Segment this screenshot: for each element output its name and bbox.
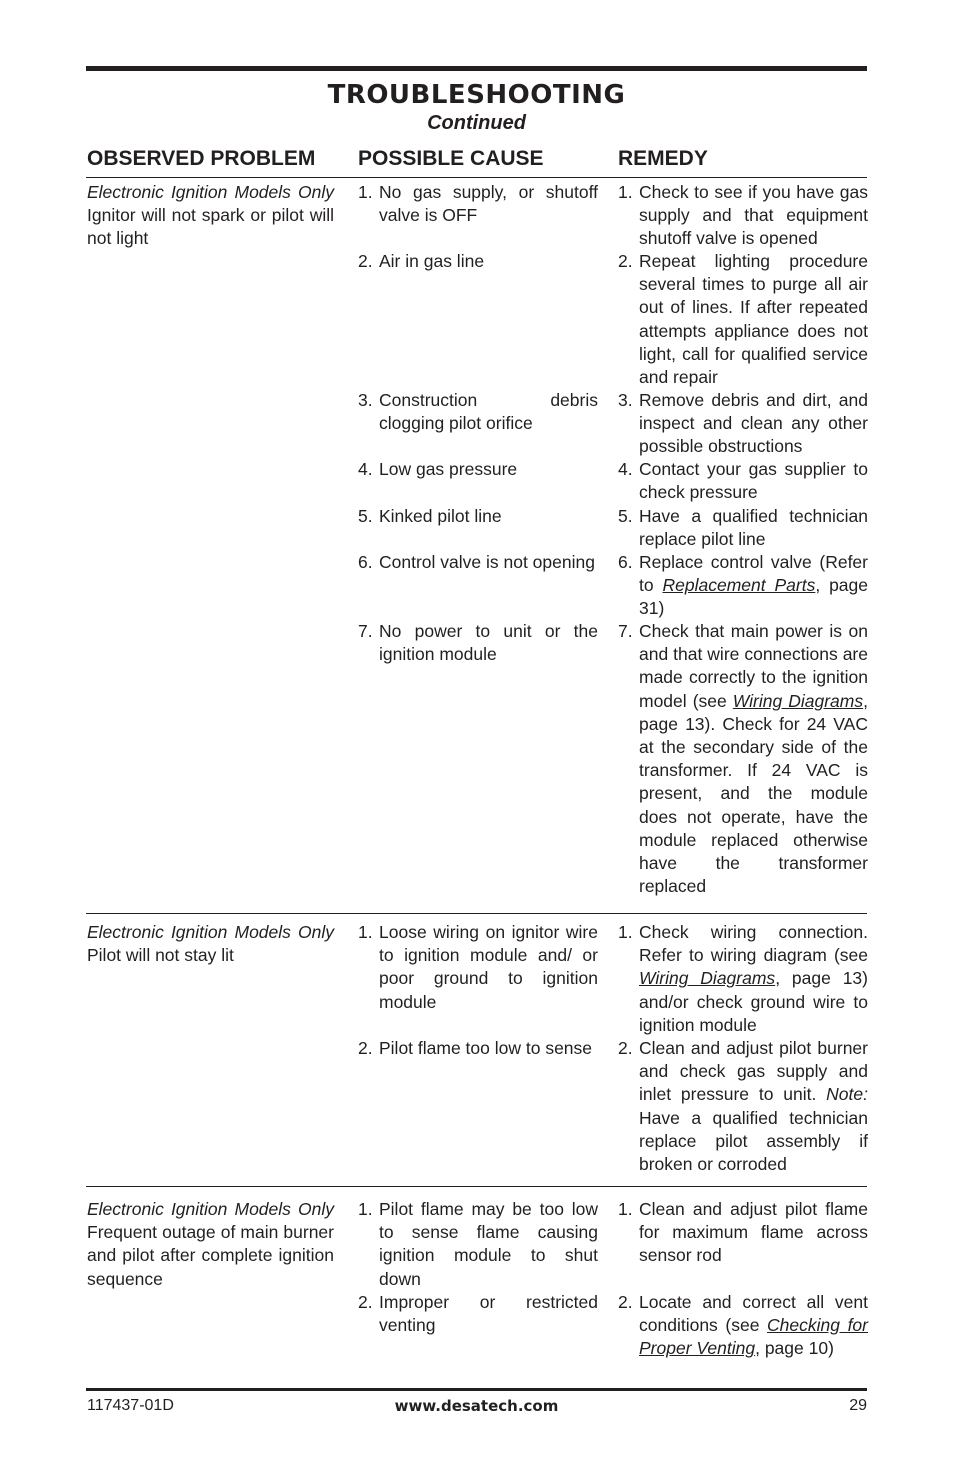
remedy-text xyxy=(618,1291,868,1361)
problem-cell xyxy=(87,181,334,251)
remedy-number: 2. xyxy=(618,1292,633,1312)
remedy-number: 1. xyxy=(618,1199,633,1219)
cause-number: 7. xyxy=(358,621,373,641)
remedy-text: Remove debris and dirt, and inspect and clean any other possible obstructions xyxy=(639,390,868,457)
page-subtitle: Continued xyxy=(427,112,526,134)
cause-item xyxy=(358,505,598,528)
cause-number: 3. xyxy=(358,390,373,410)
remedy-text xyxy=(618,620,868,898)
remedy-text-part: Check wiring connection. Refer to wiring diagram (see xyxy=(639,922,868,966)
remedy-text: Have a qualified technician replace pilot line xyxy=(639,506,868,550)
bottom-rule xyxy=(86,1388,867,1391)
cause-text: Construction debris clogging pilot orifice xyxy=(379,390,598,434)
cause-number: 1. xyxy=(358,922,373,942)
cause-text: Pilot flame too low to sense xyxy=(379,1038,593,1058)
replacement-parts-link[interactable]: Replacement Parts xyxy=(662,575,816,596)
remedy-text-part: Check that main power is on and that wire connections are made correctly to the ignition model (see xyxy=(639,621,868,711)
remedy-text-part: , page 13). Check for 24 VAC at the secondary side of the transformer. If 24 VAC is present, and the module does not operate, have the module replaced otherwise have the transformer replaced xyxy=(639,690,868,897)
remedy-text-part: Clean and adjust pilot burner and check gas supply and inlet pressure to unit. xyxy=(639,1038,868,1105)
remedy-number: 6. xyxy=(618,552,633,572)
remedy-text-part: Replace control valve (Refer to xyxy=(639,552,868,596)
remedy-item xyxy=(618,1291,868,1361)
cause-text: No power to unit or the ignition module xyxy=(379,621,598,665)
remedy-item xyxy=(618,921,868,1037)
remedy-number: 7. xyxy=(618,621,633,641)
cause-number: 1. xyxy=(358,182,373,202)
remedy-item xyxy=(618,458,868,504)
problem-text: Pilot will not stay lit xyxy=(87,945,234,966)
cause-number: 2. xyxy=(358,251,373,271)
cause-text: Loose wiring on ignitor wire to ignition module and/ or poor ground to ignition module xyxy=(379,922,598,1012)
remedy-text: Contact your gas supplier to check pressure xyxy=(639,459,868,503)
problem-model: Electronic Ignition Models Only xyxy=(87,1199,334,1219)
remedy-text xyxy=(618,1037,868,1176)
cause-item xyxy=(358,1198,598,1291)
wiring-diagrams-link[interactable]: Wiring Diagrams xyxy=(732,690,864,711)
remedy-number: 1. xyxy=(618,182,633,202)
remedy-item xyxy=(618,620,868,898)
cause-item xyxy=(358,551,598,574)
column-header-remedy: REMEDY xyxy=(618,147,708,170)
remedy-item xyxy=(618,389,868,459)
cause-item xyxy=(358,1291,598,1337)
cause-number: 4. xyxy=(358,459,373,479)
cause-text: Pilot flame may be too low to sense flame causing ignition module to shut down xyxy=(379,1199,598,1289)
remedy-number: 1. xyxy=(618,922,633,942)
cause-text: Kinked pilot line xyxy=(379,506,502,526)
remedy-text-part: Locate and correct all vent conditions (see xyxy=(639,1292,868,1336)
remedy-text: Clean and adjust pilot flame for maximum flame across sensor rod xyxy=(639,1199,868,1266)
cause-text: Improper or restricted venting xyxy=(379,1292,598,1336)
note-label: Note: xyxy=(826,1084,868,1105)
website-link[interactable]: www.desatech.com xyxy=(394,1397,559,1415)
remedy-text-part: , page 10) xyxy=(755,1338,834,1359)
remedy-text-part: , page 13) and/or check ground wire to ignition module xyxy=(639,968,868,1035)
cause-item xyxy=(358,1037,598,1060)
remedy-text: Repeat lighting procedure several times to purge all air out of lines. If after repeated attempts appliance does not light, call for qualified service and repair xyxy=(639,251,868,388)
cause-item xyxy=(358,181,598,227)
remedy-item xyxy=(618,1037,868,1176)
problem-cell xyxy=(87,921,334,967)
top-rule xyxy=(86,66,867,71)
cause-number: 1. xyxy=(358,1199,373,1219)
problem-cell xyxy=(87,1198,334,1291)
cause-number: 5. xyxy=(358,506,373,526)
remedy-item xyxy=(618,250,868,389)
cause-item xyxy=(358,389,598,435)
remedy-number: 2. xyxy=(618,1038,633,1058)
problem-model: Electronic Ignition Models Only xyxy=(87,922,334,942)
remedy-text xyxy=(618,551,868,621)
cause-item xyxy=(358,620,598,666)
column-header-problem: OBSERVED PROBLEM xyxy=(87,147,316,170)
page-number: 29 xyxy=(849,1397,867,1414)
page-title: TROUBLESHOOTING xyxy=(327,80,626,110)
remedy-number: 2. xyxy=(618,251,633,271)
remedy-item xyxy=(618,181,868,251)
remedy-number: 3. xyxy=(618,390,633,410)
problem-model: Electronic Ignition Models Only xyxy=(87,182,334,202)
remedy-text: Check to see if you have gas supply and that equipment shutoff valve is opened xyxy=(639,182,868,249)
cause-text: Control valve is not opening xyxy=(379,552,595,572)
checking-for-proper-venting-link[interactable]: Checking for Proper Venting xyxy=(639,1315,868,1359)
remedy-item xyxy=(618,1198,868,1268)
problem-text: Ignitor will not spark or pilot will not light xyxy=(87,205,334,249)
problem-text: Frequent outage of main burner and pilot after complete ignition sequence xyxy=(87,1222,334,1289)
document-number: 117437-01D xyxy=(87,1397,174,1414)
cause-number: 2. xyxy=(358,1038,373,1058)
wiring-diagrams-link[interactable]: Wiring Diagrams xyxy=(639,968,776,989)
cause-item xyxy=(358,250,598,273)
header-rule xyxy=(86,177,867,178)
column-header-cause: POSSIBLE CAUSE xyxy=(358,147,544,170)
remedy-text-part: , page 31) xyxy=(639,575,868,619)
cause-text: Low gas pressure xyxy=(379,459,518,479)
remedy-number: 4. xyxy=(618,459,633,479)
cause-item xyxy=(358,458,598,481)
remedy-item xyxy=(618,505,868,551)
cause-number: 2. xyxy=(358,1292,373,1312)
remedy-text xyxy=(618,921,868,1037)
cause-number: 6. xyxy=(358,552,373,572)
cause-text: Air in gas line xyxy=(379,251,485,271)
remedy-item xyxy=(618,551,868,621)
row-divider xyxy=(86,1186,867,1187)
cause-item xyxy=(358,921,598,1014)
cause-text: No gas supply, or shutoff valve is OFF xyxy=(379,182,598,226)
remedy-number: 5. xyxy=(618,506,633,526)
row-divider xyxy=(86,913,867,914)
remedy-text-part: Have a qualified technician replace pilot assembly if broken or corroded xyxy=(639,1107,868,1175)
